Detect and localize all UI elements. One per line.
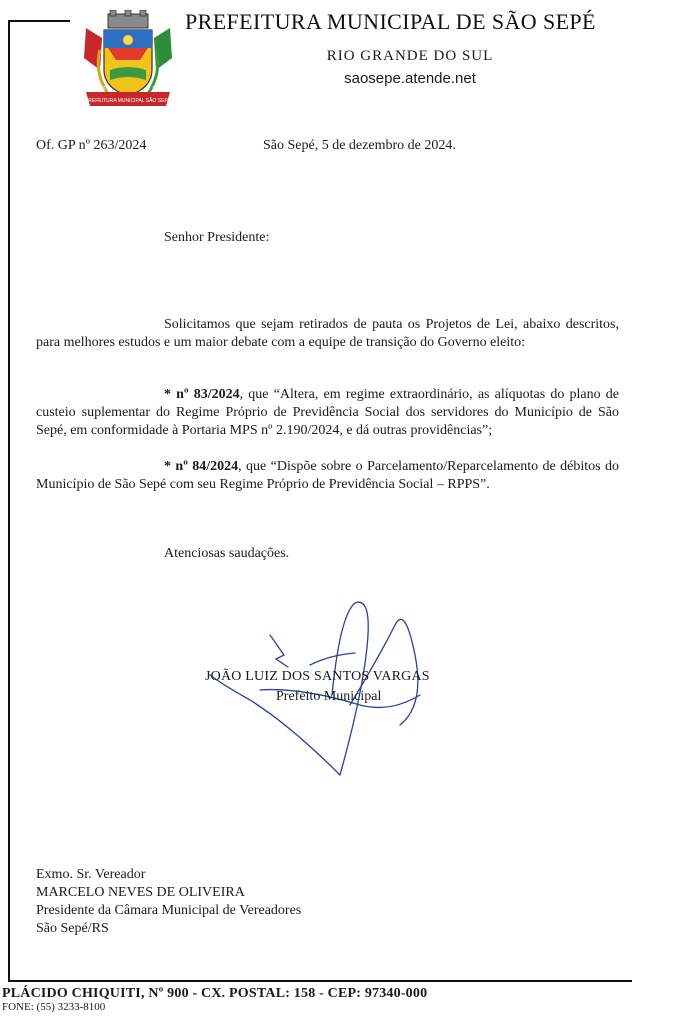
crest-banner-text: PREFEITURA MUNICIPAL SÃO SEPÉ — [84, 98, 172, 104]
addressee-position: Presidente da Câmara Municipal de Vereadores — [36, 903, 302, 918]
bill-item-84 — [36, 458, 619, 494]
addressee-title: Exmo. Sr. Vereador — [36, 867, 146, 882]
website-text: saosepe.atende.net — [344, 70, 476, 87]
addressee-city: São Sepé/RS — [36, 921, 109, 936]
signatory-name: JOÃO LUIZ DOS SANTOS VARGAS — [205, 669, 430, 684]
place-date: São Sepé, 5 de dezembro de 2024. — [263, 138, 456, 153]
crest-year-right: 1876 — [152, 86, 164, 92]
frame-line-bottom — [8, 980, 632, 982]
crest-year-left: 1876 — [94, 86, 106, 92]
footer-phone: FONE: (55) 3233-8100 — [2, 1001, 106, 1013]
salutation: Senhor Presidente: — [164, 230, 270, 245]
bill-description: , que “Dispõe sobre o Parcelamento/Reparcelamento de débitos do Município de São Sepé com seu Regime Próprio de Previdência Social – RPPS”. — [36, 459, 619, 492]
bill-description: , que “Altera, em regime extraordinário, as alíquotas do plano de custeio suplementar do Regime Próprio de Previdência Social dos servidores do Município de São Sepé, em conformidade à Portaria MPS nº 2.190/2024, e dá outras providências”; — [36, 387, 620, 438]
state-name: RIO GRANDE DO SUL — [326, 48, 494, 64]
addressee-name: MARCELO NEVES DE OLIVEIRA — [36, 885, 245, 900]
municipality-title: PREFEITURA MUNICIPAL DE SÃO SEPÉ — [185, 9, 596, 34]
signatory-role: Prefeito Municipal — [276, 689, 382, 704]
footer-address: PLÁCIDO CHIQUITI, Nº 900 - CX. POSTAL: 158 - CEP: 97340-000 — [2, 986, 428, 1001]
bill-item-83 — [36, 386, 619, 440]
addressee-block — [36, 866, 301, 938]
body-paragraph — [36, 316, 619, 352]
bill-number: * nº 84/2024 — [164, 459, 239, 474]
frame-line-left — [8, 20, 10, 980]
frame-line-top — [8, 20, 70, 22]
letter-reference: Of. GP nº 263/2024 — [36, 138, 147, 153]
bill-number: * nº 83/2024 — [164, 387, 240, 402]
closing: Atenciosas saudações. — [164, 546, 290, 561]
body-text: Solicitamos que sejam retirados de pauta os Projetos de Lei, abaixo descritos, para melhores estudos e um maior debate com a equipe de transição do Governo eleito: — [36, 317, 619, 350]
